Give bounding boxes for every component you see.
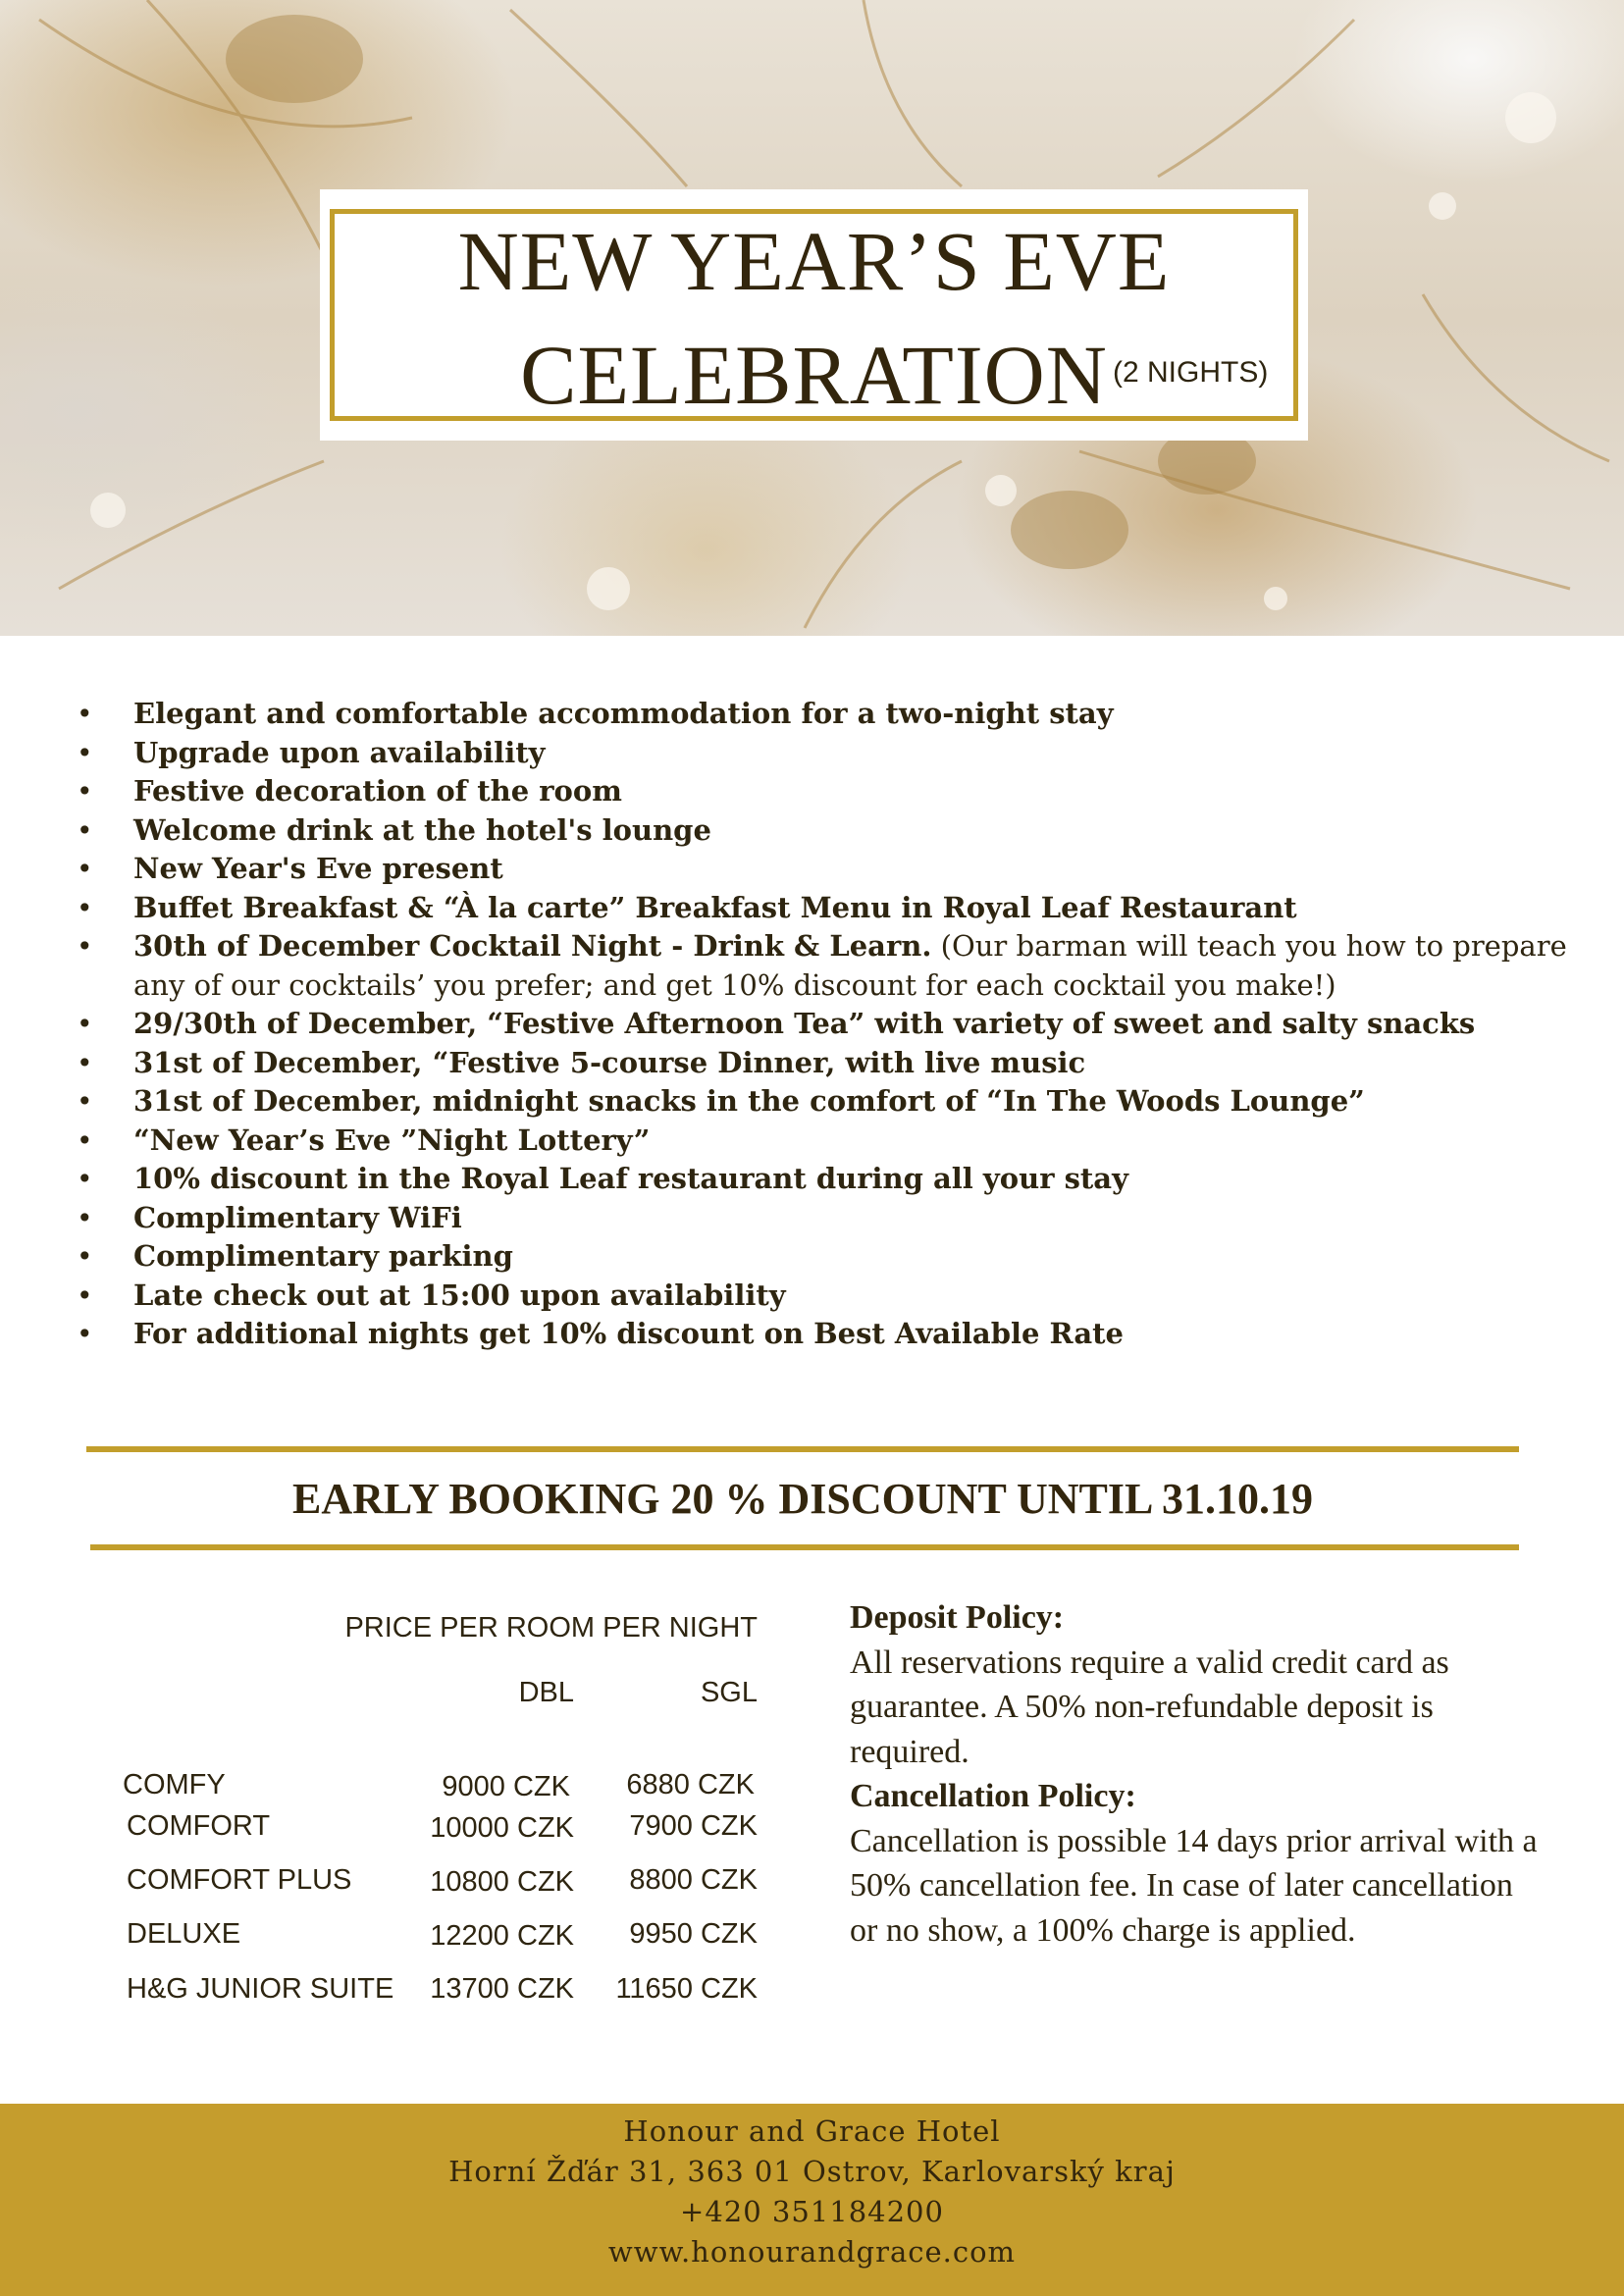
column-dbl: DBL [518, 1677, 574, 1708]
feature-text: Complimentary parking [133, 1239, 513, 1273]
feature-text: 31st of December, “Festive 5-course Dinner, with live music [133, 1045, 1086, 1079]
policy-section [850, 1595, 1546, 1953]
feature-note: (Our barman will teach you how to prepare any of our cocktails’ you prefer; and get 10% discount for each cocktail you make!) [133, 929, 1567, 1002]
room-name: H&G JUNIOR SUITE [127, 1973, 394, 2005]
list-item [77, 695, 1568, 734]
price-table-header: PRICE PER ROOM PER NIGHT [344, 1612, 758, 1644]
top-divider [86, 1446, 1519, 1452]
list-item [77, 1160, 1568, 1199]
list-item [77, 772, 1568, 811]
list-item [77, 1199, 1568, 1238]
early-booking-banner: EARLY BOOKING 20 % DISCOUNT UNTIL 31.10.19 [292, 1475, 1313, 1523]
footer [0, 2104, 1624, 2296]
cancellation-policy-text: Cancellation is possible 14 days prior arrival with a 50% cancellation fee. In case of later cancellation or no show, a 100% charge is applied. [850, 1822, 1538, 1949]
price-sgl: 9950 CZK [629, 1918, 758, 1950]
title-line-1: NEW YEAR’S EVE [457, 214, 1171, 308]
hotel-website: www.honourandgrace.com [607, 2235, 1017, 2269]
cancellation-policy-heading: Cancellation Policy: [850, 1778, 1136, 1814]
feature-text: For additional nights get 10% discount on Best Available Rate [133, 1317, 1124, 1350]
hotel-name: Honour and Grace Hotel [623, 2114, 1001, 2148]
list-item [77, 1277, 1568, 1316]
price-dbl: 12200 CZK [430, 1920, 574, 1952]
list-item [77, 850, 1568, 889]
feature-text: 29/30th of December, “Festive Afternoon Tea” with variety of sweet and salty snacks [133, 1007, 1476, 1040]
nights-label: (2 NIGHTS) [1113, 356, 1269, 389]
feature-text: Late check out at 15:00 upon availability [133, 1278, 786, 1312]
price-sgl: 8800 CZK [629, 1864, 758, 1896]
feature-text: Complimentary WiFi [133, 1200, 462, 1234]
feature-text: 10% discount in the Royal Leaf restaurant during all your stay [133, 1162, 1128, 1195]
list-item [77, 1122, 1568, 1161]
feature-text: Elegant and comfortable accommodation for a two-night stay [133, 697, 1114, 730]
features-list [77, 695, 1568, 1354]
feature-text: New Year's Eve present [133, 852, 503, 885]
list-item [77, 1005, 1568, 1044]
feature-text: Festive decoration of the room [133, 774, 622, 808]
list-item [77, 1082, 1568, 1122]
hotel-address: Horní Žďár 31, 363 01 Ostrov, Karlovarský kraj [448, 2155, 1176, 2188]
list-item [77, 1315, 1568, 1354]
list-item [77, 1237, 1568, 1277]
list-item [77, 889, 1568, 928]
price-dbl: 10800 CZK [430, 1866, 574, 1898]
column-sgl: SGL [700, 1677, 758, 1708]
feature-text: 30th of December Cocktail Night - Drink & Learn. [133, 929, 932, 963]
deposit-policy-text: All reservations require a valid credit card as guarantee. A 50% non-refundable deposit is required. [850, 1644, 1449, 1770]
room-name: COMFORT [127, 1810, 271, 1842]
title-line-2-text: CELEBRATION [520, 328, 1108, 422]
feature-text: 31st of December, midnight snacks in the comfort of “In The Woods Lounge” [133, 1084, 1365, 1118]
list-item [77, 811, 1568, 851]
bottom-divider [90, 1544, 1519, 1550]
feature-text: Upgrade upon availability [133, 735, 546, 769]
feature-text: Buffet Breakfast & “À la carte” Breakfast Menu in Royal Leaf Restaurant [133, 890, 1297, 924]
price-sgl: 6880 CZK [626, 1769, 755, 1800]
hero-banner [0, 0, 1624, 636]
price-dbl: 10000 CZK [430, 1812, 574, 1844]
room-name: COMFY [123, 1769, 226, 1800]
price-dbl: 9000 CZK [442, 1771, 570, 1802]
price-sgl: 7900 CZK [629, 1810, 758, 1842]
title-box [320, 189, 1308, 441]
price-dbl: 13700 CZK [430, 1973, 574, 2005]
list-item [77, 734, 1568, 773]
list-item [77, 1044, 1568, 1083]
feature-text: Welcome drink at the hotel's lounge [133, 812, 711, 847]
deposit-policy-heading: Deposit Policy: [850, 1599, 1065, 1636]
list-item [77, 927, 1568, 1005]
feature-text: “New Year’s Eve ”Night Lottery” [133, 1122, 651, 1157]
price-sgl: 11650 CZK [615, 1973, 758, 2005]
hotel-phone: +420 351184200 [680, 2195, 944, 2228]
room-name: COMFORT PLUS [127, 1864, 352, 1896]
room-name: DELUXE [127, 1918, 241, 1950]
